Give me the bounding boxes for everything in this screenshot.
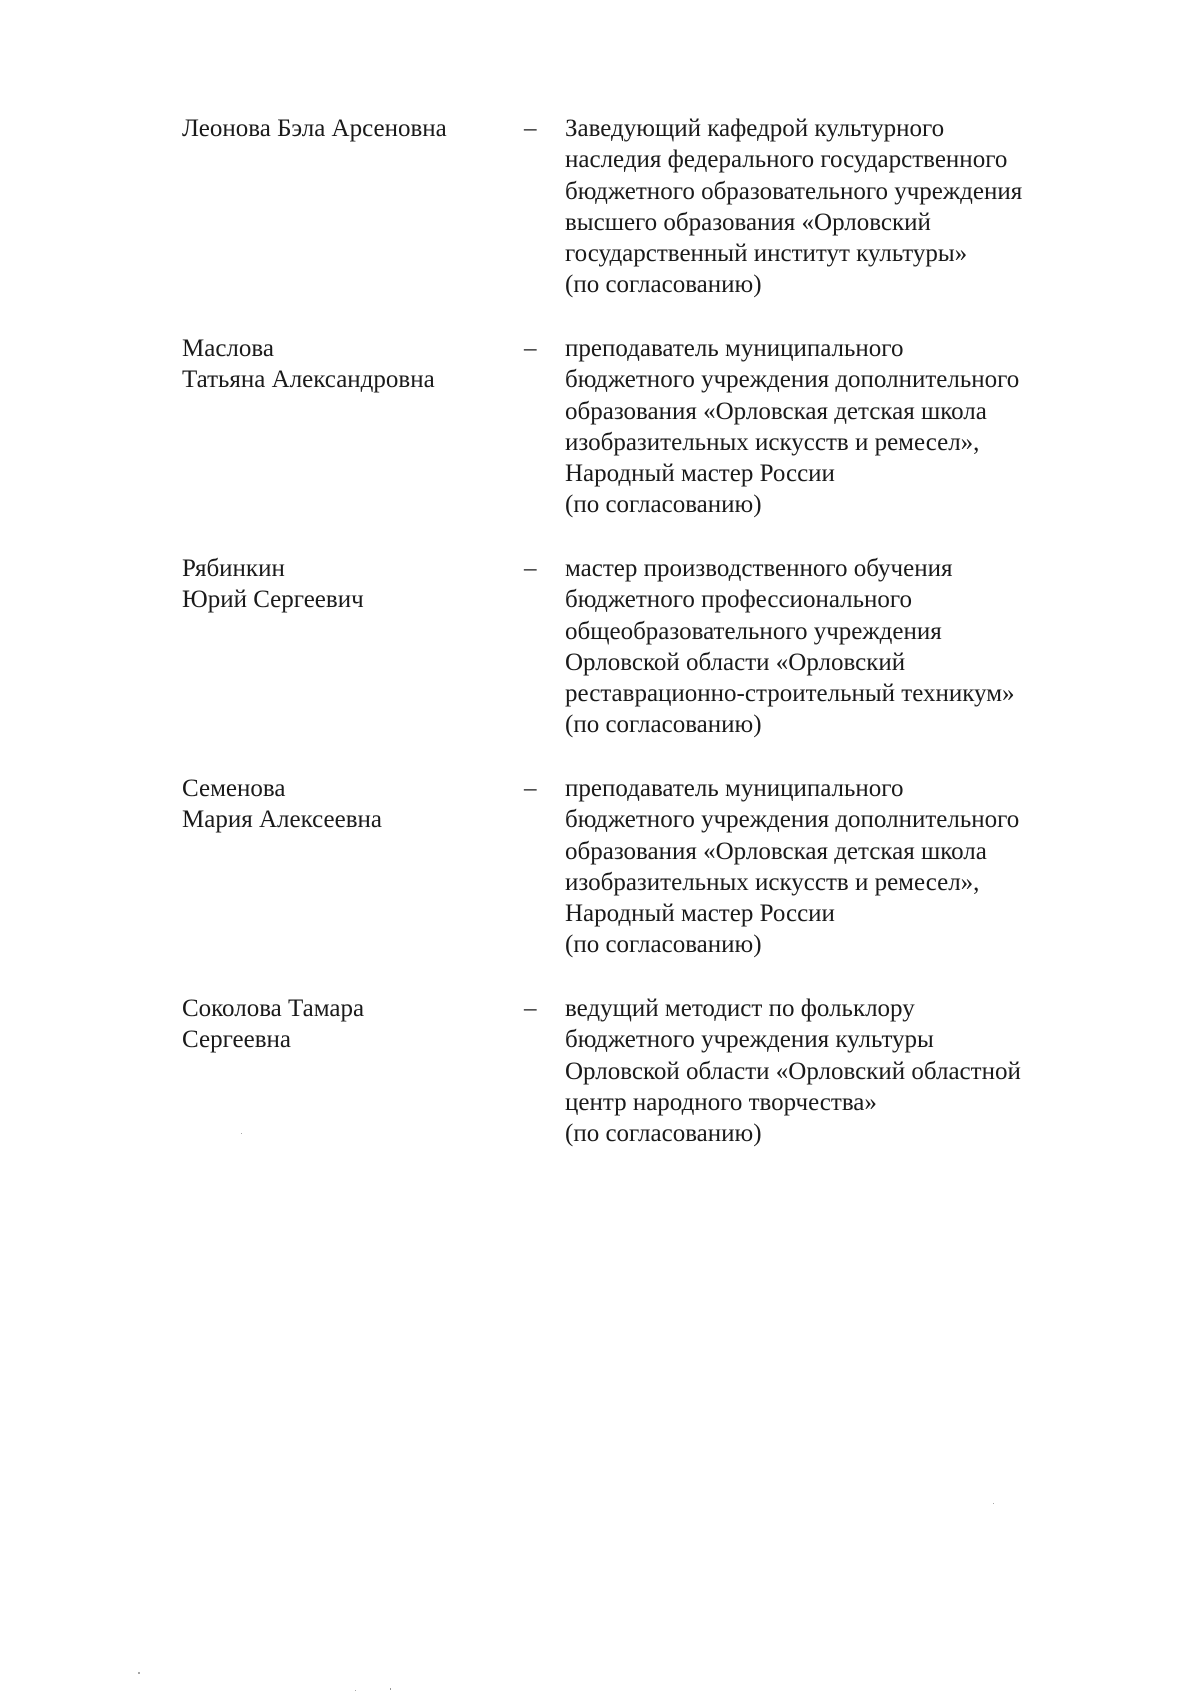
- scan-speck: [241, 1133, 242, 1134]
- member-name: Маслова Татьяна Александровна: [182, 335, 435, 394]
- member-dash: –: [524, 775, 537, 802]
- member-dash: –: [524, 115, 537, 142]
- member-dash: –: [524, 555, 537, 582]
- member-dash: –: [524, 335, 537, 362]
- member-name: Соколова Тамара Сергеевна: [182, 995, 365, 1054]
- member-position: ведущий методист по фольклору бюджетного учреждения культуры Орловской области «Орловский областной центр народного творчества» (по согласованию): [565, 995, 1021, 1148]
- member-name: Рябинкин Юрий Сергеевич: [182, 555, 364, 614]
- member-name: Леонова Бэла Арсеновна: [182, 115, 447, 142]
- member-position: мастер производственного обучения бюджетного профессионального общеобразовательного учреждения Орловской области «Орловский реставрационно-строительный техникум» (по согласованию): [565, 555, 1015, 739]
- member-position: преподаватель муниципального бюджетного учреждения дополнительного образования «Орловская детская школа изобразительных искусств и ремесел», Народный мастер России (по согласованию): [565, 775, 1020, 959]
- scan-speck: [138, 1672, 140, 1674]
- scan-speck: [355, 1690, 356, 1691]
- scan-speck: [993, 1503, 994, 1504]
- member-name: Семенова Мария Алексеевна: [182, 775, 382, 834]
- member-dash: –: [524, 995, 537, 1022]
- member-position: Заведующий кафедрой культурного наследия федерального государственного бюджетного образовательного учреждения высшего образования «Орловский государственный институт культуры» (по согласованию): [565, 115, 1023, 299]
- scan-speck: [390, 1688, 391, 1690]
- member-position: преподаватель муниципального бюджетного учреждения дополнительного образования «Орловская детская школа изобразительных искусств и ремесел», Народный мастер России (по согласованию): [565, 335, 1020, 519]
